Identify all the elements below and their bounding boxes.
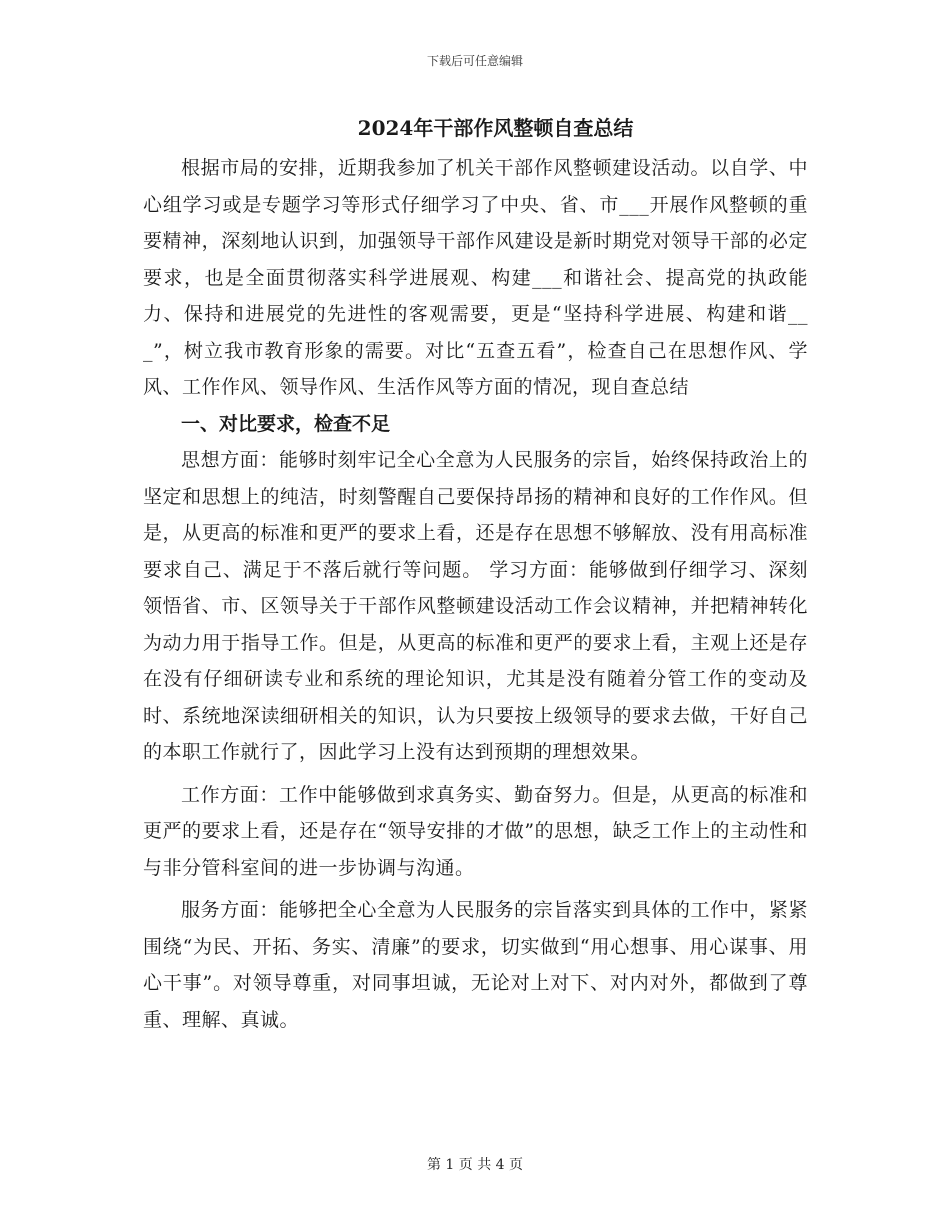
section-heading-1: 一、对比要求，检查不足 — [181, 412, 391, 435]
document-title: 2024年干部作风整顿自查总结 — [357, 116, 634, 140]
service-paragraph: 服务方面：能够把全心全意为人民服务的宗旨落实到具体的工作中，紧紧围绕“为民、开拓、务实、清廉”的要求，切实做到“用心想事、用心谋事、用心干事”。对领导尊重，对同事坦诚，无论对上对下、对内对外，都做到了尊重、理解、真诚。 — [143, 899, 808, 1031]
intro-paragraph: 根据市局的安排，近期我参加了机关干部作风整顿建设活动。以自学、中心组学习或是专题学习等形式仔细学习了中央、省、市___开展作风整顿的重要精神，深刻地认识到，加强领导干部作风建设是新时期党对领导干部的必定要求，也是全面贯彻落实科学进展观、构建___和谐社会、提高党的执政能力、保持和进展党的先进性的客观需要，更是“坚持科学进展、构建和谐___”，树立我市教育形象的需要。对比“五查五看”，检查自己在思想作风、学风、工作作风、领导作风、生活作风等方面的情况，现自查总结 — [143, 157, 808, 398]
header-note: 下载后可任意编辑 — [426, 54, 523, 68]
thought-study-paragraph: 思想方面：能够时刻牢记全心全意为人民服务的宗旨，始终保持政治上的坚定和思想上的纯洁，时刻警醒自己要保持昂扬的精神和良好的工作作风。但是，从更高的标准和更严的要求上看，还是存在思想不够解放、没有用高标准要求自己、满足于不落后就行等问题。 学习方面：能够做到仔细学习、深刻领悟省、市、区领导关于干部作风整顿建设活动工作会议精神，并把精神转化为动力用于指导工作。但是，从更高的标准和更严的要求上看，主观上还是存在没有仔细研读专业和系统的理论知识，尤其是没有随着分管工作的变动及时、系统地深读细研相关的知识，认为只要按上级领导的要求去做，干好自己的本职工作就行了，因此学习上没有达到预期的理想效果。 — [143, 449, 808, 763]
work-paragraph: 工作方面：工作中能够做到求真务实、勤奋努力。但是，从更高的标准和更严的要求上看，还是存在“领导安排的才做”的思想，缺乏工作上的主动性和与非分管科室间的进一步协调与沟通。 — [143, 783, 808, 879]
page-number: 第 1 页 共 4 页 — [426, 1157, 524, 1173]
document-body — [143, 112, 808, 1038]
